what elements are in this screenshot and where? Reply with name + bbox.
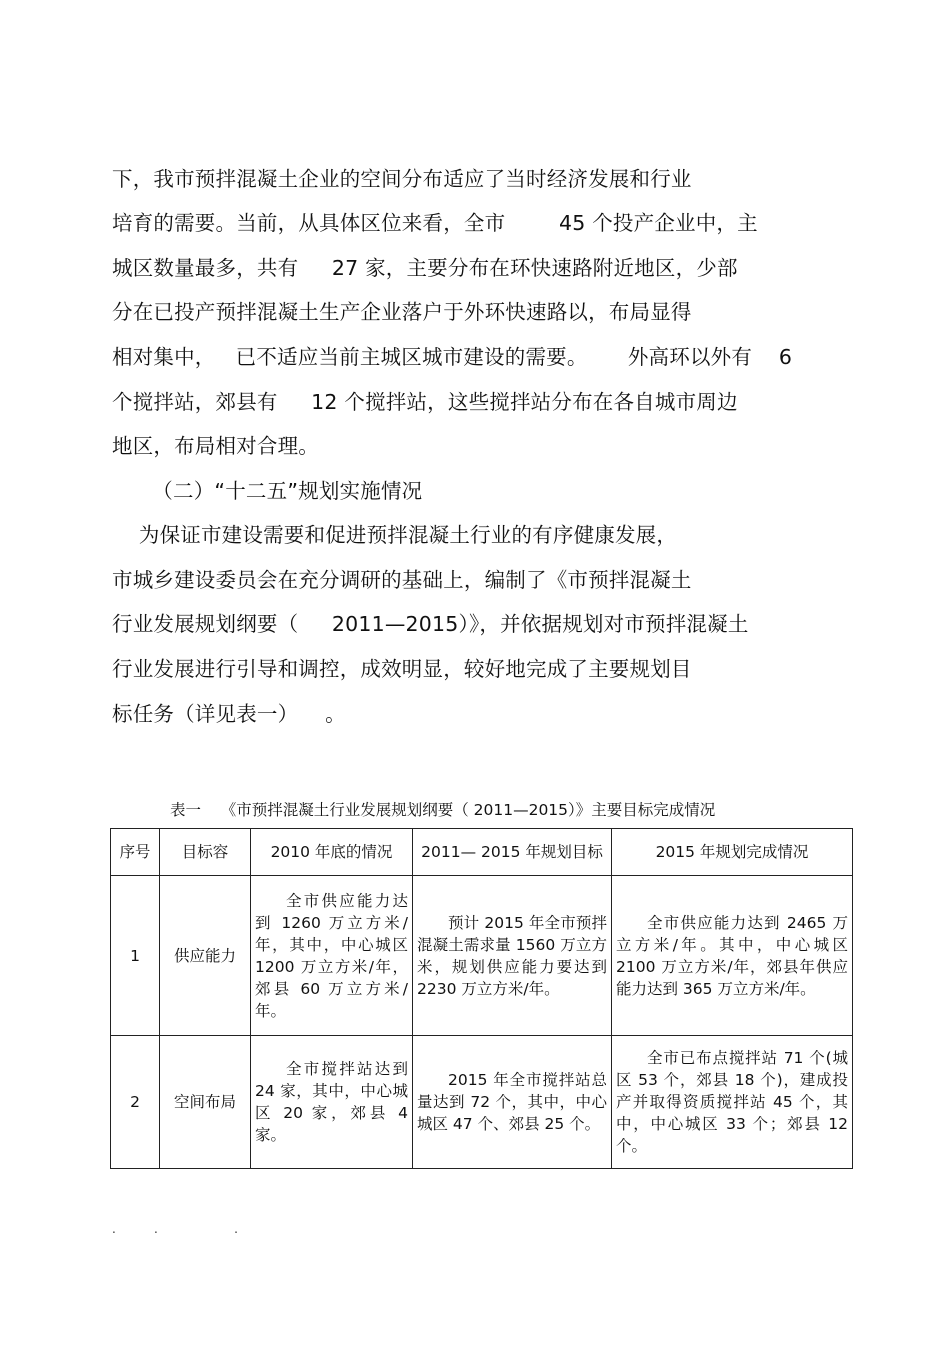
cell-2010: 全市供应能力达到 1260 万立方米/年，其中，中心城区 1200 万立方米/年，郊县 60 万立方米/年。 bbox=[251, 876, 413, 1036]
header-no: 序号 bbox=[111, 829, 160, 876]
cell-done: 全市已布点搅拌站 71 个(城区 53 个，郊县 18 个)，建成投产并取得资质搅拌站 45 个，其中，中心城区 33 个；郊县 12 个。 bbox=[612, 1036, 853, 1169]
paragraph-line: 为保证市建设需要和促进预拌混凝土行业的有序健康发展， bbox=[112, 523, 678, 547]
paragraph-line: 城区数量最多，共有 27 家，主要分布在环快速路附近地区，少部 bbox=[112, 256, 738, 280]
cell-plan: 预计 2015 年全市预拌混凝土需求量 1560 万立方米，规划供应能力要达到 2230 万立方米/年。 bbox=[413, 876, 612, 1036]
cell-done: 全市供应能力达到 2465 万立方米/年。其中，中心城区 2100 万立方米/年，郊县年供应能力达到 365 万立方米/年。 bbox=[612, 876, 853, 1036]
paragraph-line: 市城乡建设委员会在充分调研的基础上，编制了《市预拌混凝土 bbox=[112, 568, 692, 592]
header-plan: 2011— 2015 年规划目标 bbox=[413, 829, 612, 876]
table-header-row bbox=[111, 829, 853, 876]
header-target: 目标容 bbox=[160, 829, 251, 876]
paragraph-line: 培育的需要。当前，从具体区位来看，全市 45 个投产企业中，主 bbox=[112, 211, 758, 235]
paragraph-line: 地区，布局相对合理。 bbox=[112, 434, 319, 458]
section-heading: （二）“十二五”规划实施情况 bbox=[112, 479, 423, 503]
paragraph-line: 下，我市预拌混凝土企业的空间分布适应了当时经济发展和行业 bbox=[112, 167, 692, 191]
paragraph-line: 分在已投产预拌混凝土生产企业落户于外环快速路以，布局显得 bbox=[112, 300, 692, 324]
cell-target: 空间布局 bbox=[160, 1036, 251, 1169]
paragraph-line: 相对集中， 已不适应当前主城区城市建设的需要。 外高环以外有 6 bbox=[112, 345, 793, 369]
paragraph-line: 个搅拌站，郊县有 12 个搅拌站，这些搅拌站分布在各自城市周边 bbox=[112, 390, 738, 414]
footer-marks: . . . bbox=[112, 1222, 238, 1236]
table-row bbox=[111, 1036, 853, 1169]
table-row bbox=[111, 876, 853, 1036]
cell-no: 1 bbox=[111, 876, 160, 1036]
cell-target: 供应能力 bbox=[160, 876, 251, 1036]
paragraph-line: 行业发展规划纲要（ 2011—2015）》，并依据规划对市预拌混凝土 bbox=[112, 612, 749, 636]
paragraph-line: 行业发展进行引导和调控，成效明显，较好地完成了主要规划目 bbox=[112, 657, 692, 681]
cell-no: 2 bbox=[111, 1036, 160, 1169]
table-caption: 表一 《市预拌混凝土行业发展规划纲要（ 2011—2015）》主要目标完成情况 bbox=[170, 801, 716, 819]
header-done: 2015 年规划完成情况 bbox=[612, 829, 853, 876]
cell-plan: 2015 年全市搅拌站总量达到 72 个，其中，中心城区 47 个、郊县 25 个。 bbox=[413, 1036, 612, 1169]
header-2010: 2010 年底的情况 bbox=[251, 829, 413, 876]
paragraph-line: 标任务（详见表一） 。 bbox=[112, 702, 346, 726]
cell-2010: 全市搅拌站达到 24 家，其中，中心城区 20 家，郊县 4 家。 bbox=[251, 1036, 413, 1169]
goals-table bbox=[110, 828, 853, 1169]
